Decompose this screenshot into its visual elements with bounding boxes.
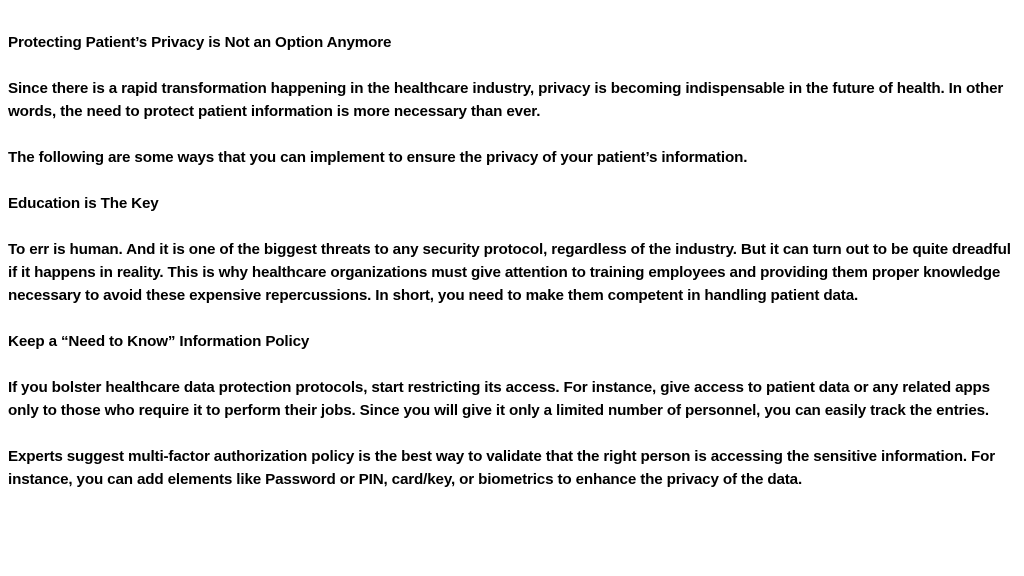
- section-heading-need-to-know: Keep a “Need to Know” Information Policy: [8, 333, 310, 350]
- need-to-know-paragraph: If you bolster healthcare data protection protocols, start restricting its access. For instance, give access to patient data or any related apps only to those who require it to perform their jobs. Since you will give it only a limited number of personnel, you can easily track the entries.: [8, 379, 990, 419]
- multi-factor-paragraph: Experts suggest multi-factor authorization policy is the best way to validate that the right person is accessing the sensitive information. For instance, you can add elements like Password or PIN, card/key, or biometrics to enhance the privacy of the data.: [8, 448, 996, 488]
- ways-intro-paragraph: The following are some ways that you can implement to ensure the privacy of your patient’s information.: [8, 149, 748, 166]
- education-paragraph: To err is human. And it is one of the biggest threats to any security protocol, regardless of the industry. But it can turn out to be quite dreadful if it happens in reality. This is why healthcare organizations must give attention to training employees and providing them proper knowledge necessary to avoid these expensive repercussions. In short, you need to make them competent in handling patient data.: [8, 241, 1011, 304]
- intro-paragraph: Since there is a rapid transformation happening in the healthcare industry, privacy is becoming indispensable in the future of health. In other words, the need to protect patient information is more necessary than ever.: [8, 80, 1004, 120]
- section-heading-education: Education is The Key: [8, 195, 159, 212]
- document-title: Protecting Patient’s Privacy is Not an Option Anymore: [8, 34, 392, 51]
